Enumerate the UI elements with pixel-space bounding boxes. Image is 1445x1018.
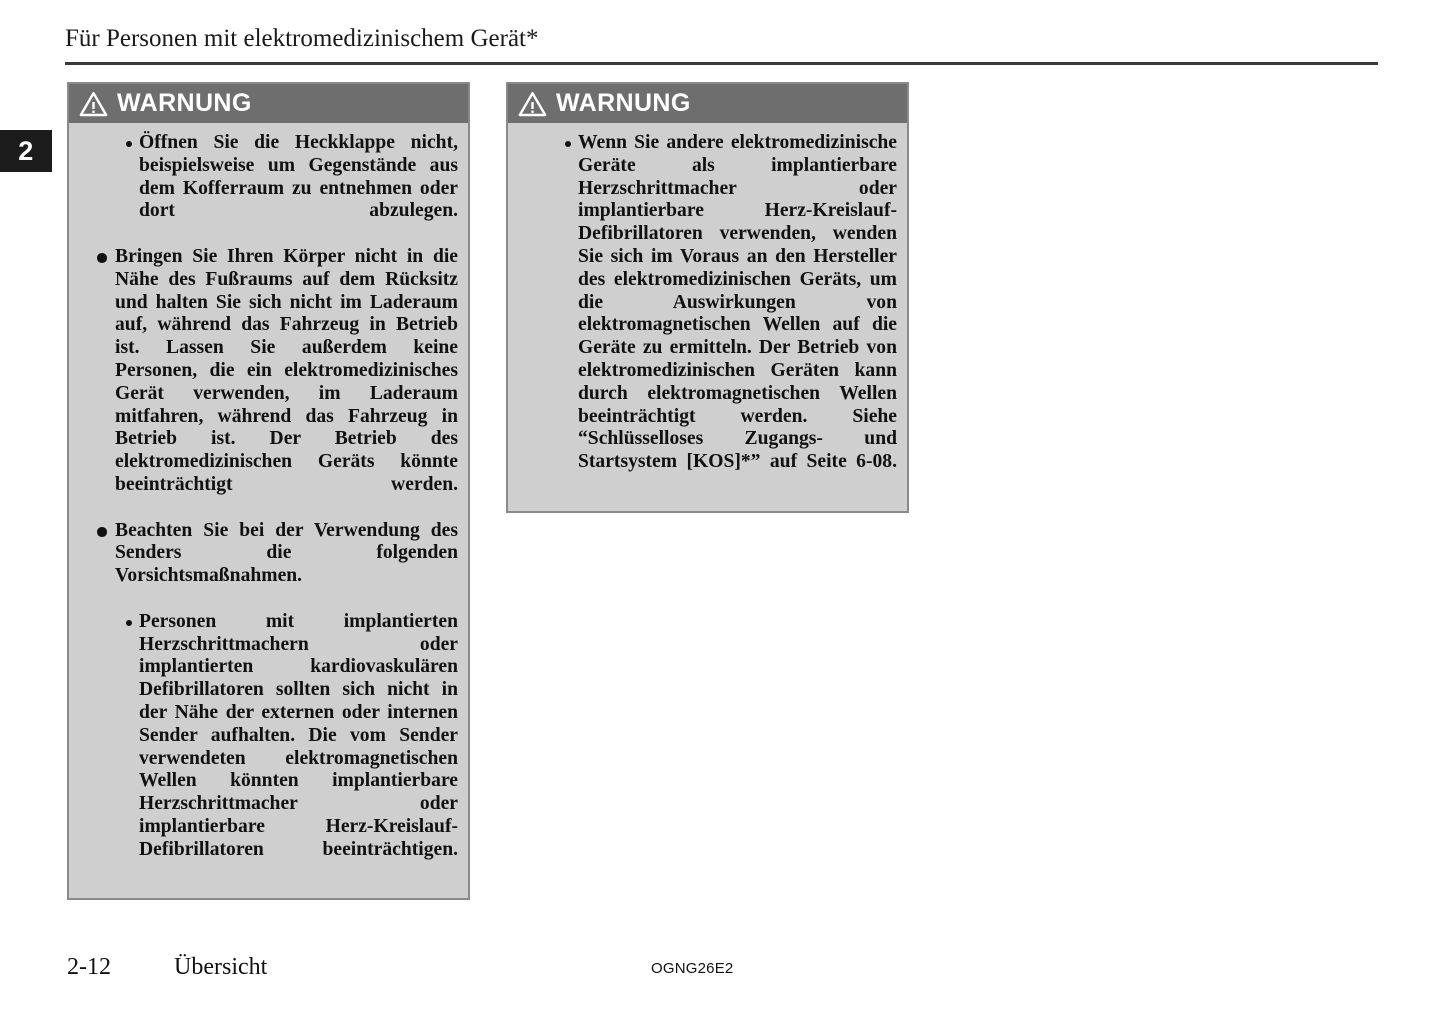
warning-header-left [69, 84, 468, 123]
footer-doc-code: OGNG26E2 [651, 960, 734, 977]
page-title: Für Personen mit elektromedizinischem Gerät* [65, 25, 539, 52]
warning-columns [67, 82, 1378, 900]
header-rule [65, 62, 1378, 65]
list-item [79, 246, 458, 520]
warning-label: WARNUNG [556, 89, 691, 117]
warning-box-right [506, 82, 909, 513]
bullet-large-icon [97, 253, 107, 263]
footer-section-name: Übersicht [174, 954, 268, 980]
bullet-small-icon [126, 620, 132, 626]
list-item [79, 132, 458, 246]
warning-triangle-icon [518, 91, 547, 117]
warning-header-right [508, 84, 907, 123]
bullet-small-icon [126, 141, 132, 147]
page-header [65, 24, 1378, 65]
footer-page-number: 2-12 [67, 954, 111, 980]
list-item-text: Öffnen Sie die Heckklappe nicht, beispielsweise um Gegenstände aus dem Kofferraum zu entnehmen oder dort abzulegen. [139, 132, 458, 222]
warning-label: WARNUNG [117, 89, 252, 117]
chapter-tab: 2 [0, 130, 52, 172]
list-item-text: Bringen Sie Ihren Körper nicht in die Nähe des Fußraums auf dem Rücksitz und halten Sie sich nicht im Laderaum auf, während das Fahrzeug in Betrieb ist. Lassen Sie außerdem keine Personen, die ein elektromedizinisches Gerät verwenden, im Laderaum mitfahren, während das Fahrzeug in Betrieb ist. Der Betrieb des elektromedizinischen Geräts könnte beeinträchtigt werden. [115, 245, 458, 495]
list-item-text: Personen mit implantierten Herzschrittmachern oder implantierten kardiovaskulären Defibrillatoren sollten sich nicht in der Nähe der externen oder internen Sender aufhalten. Die vom Sender verwendeten elektromagnetischen Wellen könnten implantierbare Herzschrittmacher oder implantierbare Herz-Kreislauf-Defibrillatoren beeinträchtigen. [139, 610, 458, 860]
bullet-large-icon [97, 527, 107, 537]
list-item-text: Wenn Sie andere elektromedizinische Geräte als implantierbare Herzschrittmacher oder implantierbare Herz-Kreislauf-Defibrillatoren verwenden, wenden Sie sich im Voraus an den Hersteller des elektromedizinischen Geräts, um die Auswirkungen von elektromagnetischen Wellen auf die Geräte zu ermitteln. Der Betrieb von elektromedizinischen Geräten kann durch elektromagnetischen Wellen beeinträchtigt werden. Siehe “Schlüsselloses Zugangs- und Startsystem [KOS]*” auf Seite 6-08. [578, 132, 897, 473]
warning-triangle-icon [79, 91, 108, 117]
warning-box-left [67, 82, 470, 900]
warning-body-left [69, 123, 468, 898]
warning-list-left [79, 132, 458, 884]
bullet-small-icon [565, 141, 571, 147]
list-item-text: Beachten Sie bei der Verwendung des Senders die folgenden Vorsichtsmaßnahmen. [115, 519, 458, 587]
list-item [518, 132, 897, 497]
warning-list-right [518, 132, 897, 497]
list-item [79, 520, 458, 611]
warning-body-right [508, 123, 907, 511]
page-footer [0, 952, 1445, 992]
list-item [79, 611, 458, 885]
